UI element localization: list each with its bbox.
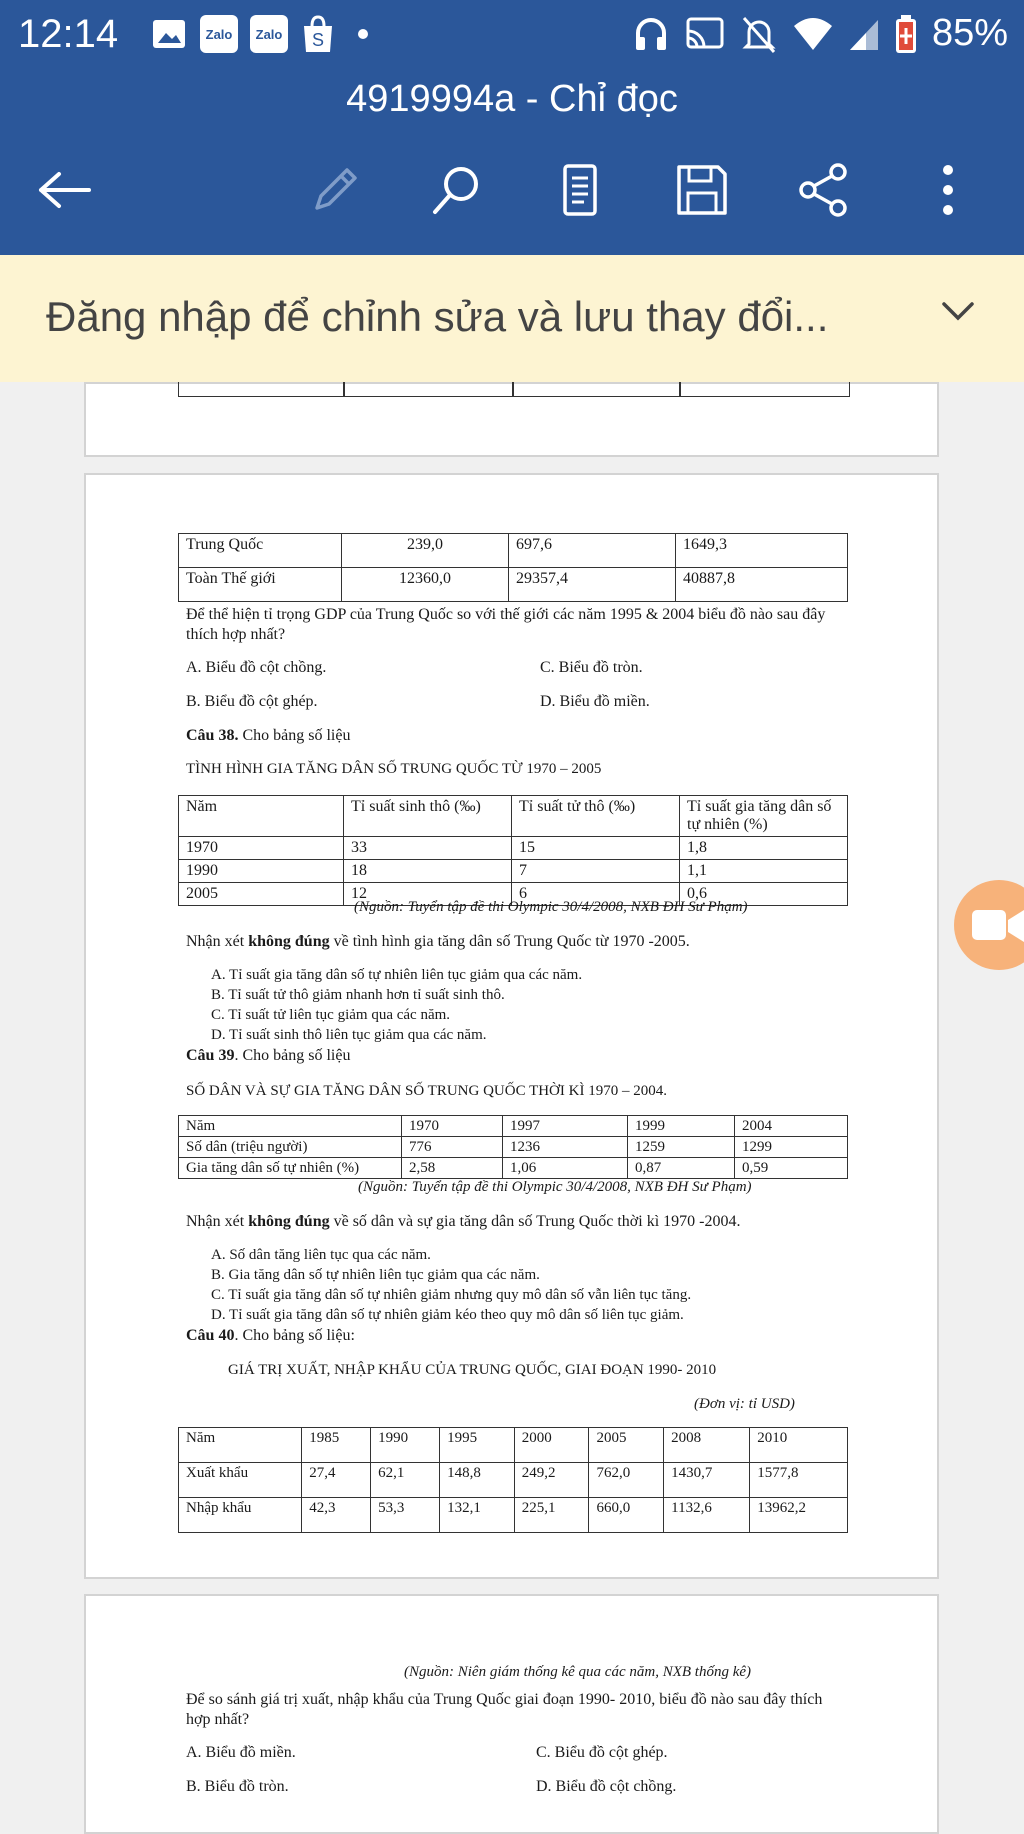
q38-option-b: B. Tỉ suất tử thô giảm nhanh hơn tỉ suất sinh thô.: [211, 987, 505, 1003]
q39-prompt-a: Nhận xét: [186, 1213, 249, 1230]
q39-table: [178, 1115, 848, 1179]
table-cell: 2,58: [402, 1158, 503, 1179]
zalo-icon: Zalo: [200, 15, 238, 53]
q37-option-d: D. Biểu đồ miền.: [540, 693, 650, 710]
table-cell: 2004: [735, 1116, 848, 1137]
q40-option-d: D. Biểu đồ cột chồng.: [536, 1778, 677, 1795]
table-cell: 132,1: [440, 1498, 515, 1533]
table-header: Tỉ suất sinh thô (‰): [344, 796, 512, 837]
document-page-3: [84, 1594, 939, 1834]
table-cell: 18: [344, 860, 512, 883]
table-cell: 15: [512, 837, 680, 860]
q40-unit: (Đơn vị: tỉ USD): [694, 1396, 795, 1412]
q37-text: Để thể hiện tỉ trọng GDP của Trung Quốc so với thế giới các năm 1995 & 2004 biểu đồ nào sau đây thích hợp nhất?: [186, 606, 826, 643]
table-header: Tỉ suất tử thô (‰): [512, 796, 680, 837]
q38-title: TÌNH HÌNH GIA TĂNG DÂN SỐ TRUNG QUỐC TỪ 1970 – 2005: [186, 761, 602, 777]
table-cell: 62,1: [371, 1463, 440, 1498]
table-cell: 660,0: [589, 1498, 664, 1533]
table-cell: Số dân (triệu người): [179, 1137, 402, 1158]
table-cell: 697,6: [509, 534, 676, 568]
q40-table: [178, 1427, 848, 1533]
q40-source: (Nguồn: Niên giám thống kê qua các năm, NXB thống kê): [404, 1664, 752, 1680]
table-cell: 762,0: [589, 1463, 664, 1498]
sign-in-banner[interactable]: [0, 255, 1024, 382]
table-remnant: [178, 382, 850, 397]
mute-icon: [740, 14, 778, 54]
table-cell: 53,3: [371, 1498, 440, 1533]
q38-option-d: D. Tỉ suất sinh thô liên tục giảm qua các năm.: [211, 1027, 487, 1043]
table-cell: 1,8: [680, 837, 848, 860]
table-cell: 1649,3: [676, 534, 848, 568]
floating-video-button[interactable]: [954, 880, 1024, 970]
q39-option-b: B. Gia tăng dân số tự nhiên liên tục giảm qua các năm.: [211, 1267, 540, 1283]
table-cell: 776: [402, 1137, 503, 1158]
q40-title: GIÁ TRỊ XUẤT, NHẬP KHẨU CỦA TRUNG QUỐC, GIAI ĐOẠN 1990- 2010: [228, 1362, 717, 1378]
app-bar: [0, 0, 1024, 255]
table-cell: 12: [344, 883, 512, 906]
save-icon[interactable]: [672, 160, 732, 220]
q40-question: Để so sánh giá trị xuất, nhập khẩu của Trung Quốc giai đoạn 1990- 2010, biểu đồ nào sau đây thích hợp nhất?: [186, 1691, 823, 1728]
wifi-icon: [792, 16, 834, 52]
table-cell: 0,6: [680, 883, 848, 906]
headphones-icon: [632, 15, 670, 53]
banner-text: Đăng nhập để chỉnh sửa và lưu thay đổi...: [46, 293, 829, 340]
table-cell: 1995: [440, 1428, 515, 1463]
search-icon[interactable]: [427, 160, 487, 220]
video-camera-icon: [968, 902, 1024, 952]
q39-label: Câu 39: [186, 1047, 235, 1064]
q39-option-c: C. Tỉ suất gia tăng dân số tự nhiên giảm nhưng quy mô dân số vẫn liên tục tăng.: [211, 1287, 692, 1303]
table-cell: 33: [344, 837, 512, 860]
table-cell: 42,3: [302, 1498, 371, 1533]
q39-prompt-emphasis: không đúng: [248, 1213, 330, 1230]
table-cell: 2005: [179, 883, 344, 906]
q38-label: Câu 38.: [186, 727, 239, 744]
table-cell: Gia tăng dân số tự nhiên (%): [179, 1158, 402, 1179]
shopee-icon: [300, 14, 336, 54]
battery-icon: [894, 14, 918, 54]
q39-prompt: [186, 1213, 740, 1231]
table-cell: 1577,8: [750, 1463, 848, 1498]
table-row: [179, 1158, 848, 1179]
table-cell: 2008: [664, 1428, 750, 1463]
q40-label: Câu 40: [186, 1327, 235, 1344]
table-cell: 7: [512, 860, 680, 883]
q38-prompt-emphasis: không đúng: [248, 933, 330, 950]
table-row: [179, 1116, 848, 1137]
signal-icon: [848, 16, 880, 52]
table-cell: 12360,0: [342, 568, 509, 602]
table-cell: 1985: [302, 1428, 371, 1463]
q39-intro: . Cho bảng số liệu: [234, 1047, 351, 1064]
table-header: Năm: [179, 796, 344, 837]
table-row: [179, 568, 848, 602]
q39-heading: [186, 1047, 350, 1065]
table-cell: 27,4: [302, 1463, 371, 1498]
table-row: [179, 837, 848, 860]
q40-option-c: C. Biểu đồ cột ghép.: [536, 1744, 668, 1761]
table-row: [179, 1428, 848, 1463]
cast-icon: [684, 16, 726, 52]
table-cell: Toàn Thế giới: [179, 568, 342, 602]
status-time: 12:14: [18, 12, 119, 56]
document-page-1: [84, 382, 939, 457]
back-arrow-icon[interactable]: [35, 160, 95, 220]
table-cell: 6: [512, 883, 680, 906]
table-cell: 1990: [371, 1428, 440, 1463]
table-cell: 1999: [628, 1116, 735, 1137]
q40-intro: . Cho bảng số liệu:: [234, 1327, 355, 1344]
q38-source: (Nguồn: Tuyển tập đề thi Olympic 30/4/2008, NXB ĐH Sư Phạm): [354, 899, 748, 915]
q39-option-d: D. Tỉ suất gia tăng dân số tự nhiên giảm kéo theo quy mô dân số liên tục giảm.: [211, 1307, 684, 1323]
gallery-icon: [150, 15, 188, 53]
battery-percent: 85%: [931, 12, 1008, 54]
table-row: [179, 796, 848, 837]
q40-option-a: A. Biểu đồ miền.: [186, 1744, 296, 1761]
table-row: [179, 860, 848, 883]
table-cell: 1299: [735, 1137, 848, 1158]
q38-prompt-c: về tình hình gia tăng dân số Trung Quốc từ 1970 -2005.: [329, 933, 690, 950]
chevron-down-icon[interactable]: [940, 299, 976, 328]
table-cell: Năm: [179, 1116, 402, 1137]
table-cell: 1,06: [503, 1158, 628, 1179]
q38-table: [178, 795, 848, 906]
document-page-2: [84, 473, 939, 1579]
table-row: [179, 534, 848, 568]
q39-option-a: A. Số dân tăng liên tục qua các năm.: [211, 1247, 431, 1263]
table-header: Tỉ suất gia tăng dân số tự nhiên (%): [680, 796, 848, 837]
table-cell: 29357,4: [509, 568, 676, 602]
table-cell: 2005: [589, 1428, 664, 1463]
q40-heading: [186, 1327, 355, 1345]
table-cell: 1,1: [680, 860, 848, 883]
table-cell: 1132,6: [664, 1498, 750, 1533]
q38-prompt-a: Nhận xét: [186, 933, 249, 950]
document-title: 4919994a - Chỉ đọc: [346, 78, 678, 120]
status-bar: [0, 0, 1024, 72]
q40-option-b: B. Biểu đồ tròn.: [186, 1778, 289, 1795]
pen-icon[interactable]: [305, 160, 365, 220]
q38-prompt: [186, 933, 690, 951]
table-cell: Trung Quốc: [179, 534, 342, 568]
q39-source: (Nguồn: Tuyển tập đề thi Olympic 30/4/2008, NXB ĐH Sư Phạm): [358, 1179, 752, 1195]
table-cell: 0,87: [628, 1158, 735, 1179]
share-icon[interactable]: [794, 160, 854, 220]
q38-heading: [186, 727, 350, 745]
table-cell: 40887,8: [676, 568, 848, 602]
table-cell: 0,59: [735, 1158, 848, 1179]
q37-option-a: A. Biểu đồ cột chồng.: [186, 659, 327, 676]
svg-text:S: S: [311, 30, 325, 50]
table-cell: 249,2: [514, 1463, 589, 1498]
table-cell: 2010: [750, 1428, 848, 1463]
q37-option-c: C. Biểu đồ tròn.: [540, 659, 643, 676]
table-cell: 225,1: [514, 1498, 589, 1533]
table-row: [179, 1137, 848, 1158]
more-icon[interactable]: [918, 160, 978, 220]
table-cell: 13962,2: [750, 1498, 848, 1533]
table-row: [179, 1498, 848, 1533]
table-cell: 2000: [514, 1428, 589, 1463]
table-cell: 1236: [503, 1137, 628, 1158]
table-cell: 1997: [503, 1116, 628, 1137]
table-cell: 1970: [179, 837, 344, 860]
table-cell: 1990: [179, 860, 344, 883]
table-row: [179, 1463, 848, 1498]
table-cell: 1970: [402, 1116, 503, 1137]
q38-option-a: A. Tỉ suất gia tăng dân số tự nhiên liên tục giảm qua các năm.: [211, 967, 583, 983]
table-cell: 1259: [628, 1137, 735, 1158]
reading-view-icon[interactable]: [550, 160, 610, 220]
zalo-icon: Zalo: [250, 15, 288, 53]
q38-option-c: C. Tỉ suất tử liên tục giảm qua các năm.: [211, 1007, 451, 1023]
table-cell: Năm: [179, 1428, 302, 1463]
q37-option-b: B. Biểu đồ cột ghép.: [186, 693, 318, 710]
table-cell: 1430,7: [664, 1463, 750, 1498]
toolbar: [0, 150, 1024, 230]
q38-intro: Cho bảng số liệu: [238, 727, 351, 744]
table-cell: 239,0: [342, 534, 509, 568]
table-cell: 148,8: [440, 1463, 515, 1498]
gdp-table: [178, 533, 848, 602]
table-cell: Nhập khẩu: [179, 1498, 302, 1533]
q39-title: SỐ DÂN VÀ SỰ GIA TĂNG DÂN SỐ TRUNG QUỐC THỜI KÌ 1970 – 2004.: [186, 1083, 667, 1099]
q39-prompt-c: về số dân và sự gia tăng dân số Trung Quốc thời kì 1970 -2004.: [329, 1213, 741, 1230]
table-cell: Xuất khẩu: [179, 1463, 302, 1498]
notification-dot: [358, 29, 368, 39]
